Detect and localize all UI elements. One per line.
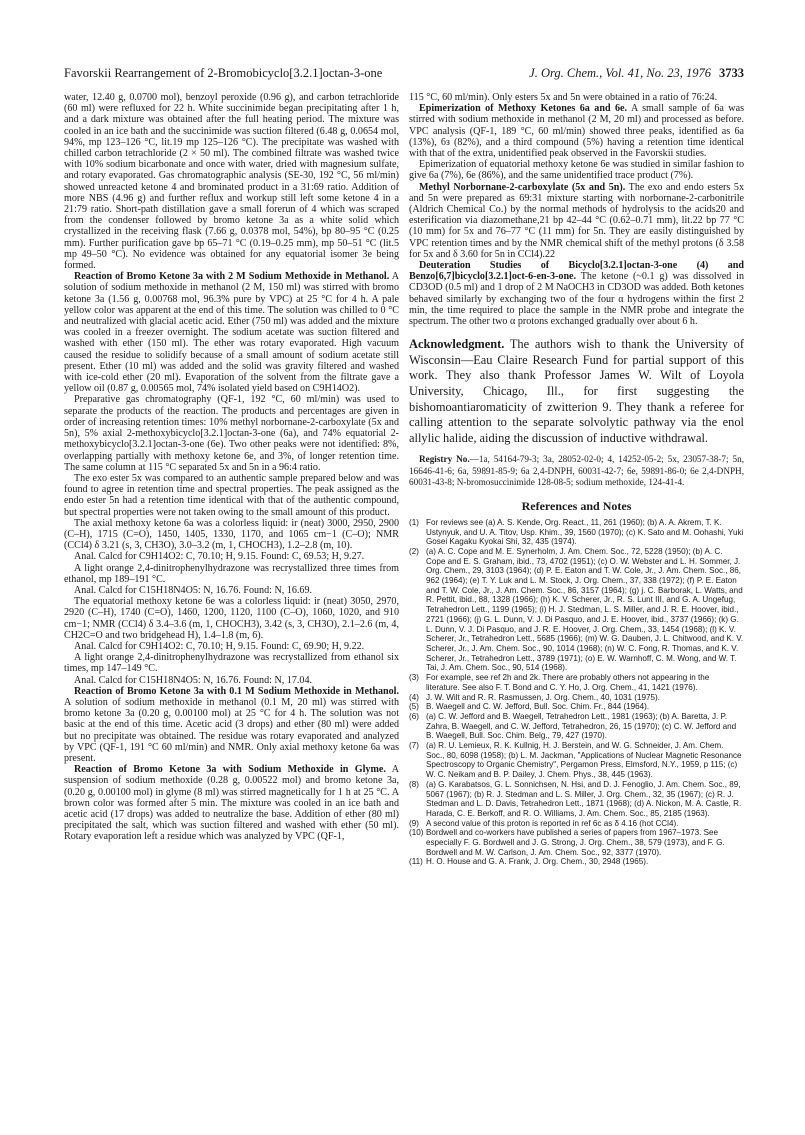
reference-text: H. O. House and G. A. Frank, J. Org. Chem., 30, 2948 (1965). [426,857,649,867]
reference-text: (a) A. C. Cope and M. E. Synerholm, J. Am. Chem. Soc., 72, 5228 (1950); (b) A. C. Cope and E. S. Graham, ibid., 73, 4702 (1951); (c) O. W. Webster and L. H. Sommer, J. Org. Chem., 29, 3103 (1964); (d) P. E. Eaton and T. W. Cole, Jr., J. Am. Chem. Soc., 86, 962 (1964); (e) T. Y. Luk and L. M. Stock, J. Org. Chem., 37, 338 (1972); (f) P. E. Eaton and T. W. Cole, Jr., J. Am. Chem. Soc., 86, 3157 (1964); (g) j. C. Barborak, L. Watts, and R. Pettit, ibid., 88, 1328 (1966); (h) K. V. Scherer, Jr., R. S. Lunt III, and G. A. Ungefug, Tetrahedron Lett., 1199 (1965); (i) H. J. Stedman, L. S. Miller, and J. R. E. Hoover, ibid., 2721 (1966); (j) G. L. Dunn, V. J. Di Pasquo, and J. E. Hoover, ibid., 3737 (1966); (k) G. L. Dunn, V. J. Di Pasquo, and J. R. E. Hoover, J. Org. Chem., 33, 1454 (1968); (l) K. V. Scherer, Jr., Tetrahedron Lett., 5685 (1966); (m) W. G. Dauben, J. L. Chitwood, and K. V. Scherer, Jr., J. Am. Chem. Soc., 90, 1014 (1968); (n) W. C. Fong, R. Thomas, and K. V. Scherer, Jr., Tetrahedron Lett., 3789 (1971); (o) E. W. Warnhoff, C. M. Wong, and W. T. Tai, J. Am. Chem. Soc., 90, 514 (1968). [426,546,744,673]
reference-text: B. Waegell and C. W. Jefford, Bull. Soc. Chim. Fr., 844 (1964). [426,702,650,712]
paragraph-text: Preparative gas chromatography (QF-1, 192 °C, 60 ml/min) was used to separate the products of the reaction. The products and percentages are given in order of increasing retention times: 10% methyl norbornane-2-carboxylate (5x and 5n), 5% axial 2-methoxybicyclo[3.2.1]octan-3-one (6a), and 74% equatorial 2-methoxybicyclo[3.2.1]octan-3-one (6e). Two other peaks were not identified: 8%, overlapping partially with methoxy ketone 6e, and 3%, of longer retention time. The same column at 115 °C separated 5x and 5n in a 96:4 ratio. [64,394,399,473]
acknowledgment [409,337,744,446]
paragraph-text: Anal. Calcd for C15H18N4O5: N, 16.76. Found: N, 16.69. [74,584,313,596]
body-paragraph [409,260,744,327]
header-article-title: Favorskii Rearrangement of 2-Bromobicyclo[3.2.1]octan-3-one [64,66,383,80]
header-journal-name: J. Org. Chem., Vol. 41, No. 23, 1976 [529,66,711,80]
reference-item [409,518,744,547]
reference-text: For reviews see (a) A. S. Kende, Org. React., 11, 261 (1960); (b) A. A. Akrem, T. K. Ustynyuk, and U. A. Titov, Usp. Khim., 39, 1560 (1970); (c) K. Sato and M. Oohashi, Yuki Gosei Kagaku Kyokai Shi, 32, 435 (1974). [426,517,744,547]
paragraph-text: The exo and endo esters 5x and 5n were prepared as 69:31 mixture starting with norbornane-2-carbonitrile (Aldrich Chemical Co.) by the normal methods of hydrolysis to the acids20 and esterification via diazomethane,21 bp 42–44 °C (0.62–0.71 mm), lit.22 bp 77 °C (10 mm) for 5x and 76–77 °C (11 mm) for 5n. They are easily distinguished by VPC retention times and by the NMR chemical shift of the methyl protons (δ 3.58 for 5x and δ 3.60 for 5n in CCl4).22 [409,181,744,260]
references-list [409,518,744,867]
paragraph-text: A small sample of 6a was stirred with sodium methoxide in methanol (2 M, 20 ml) and processed as before. VPC analysis (QF-1, 189 °C, 60 ml/min) showed three peaks, identified as 6a (13%), 6з (82%), and a third compound (5%) having a retention time identical with that of the extra, unidentified peak observed in the Favorskii studies. [409,103,744,160]
paragraph-text: The exo ester 5x was compared to an authentic sample prepared below and was found to agree in retention time and spectral properties. The peak assigned as the endo ester 5n had a retention time identical with that of the authentic compound, but spectral properties were not taken owing to the small amount of this product. [64,472,399,518]
paragraph-text: 115 °C, 60 ml/min). Only esters 5x and 5n were obtained in a ratio of 76:24. [409,92,718,103]
reference-text: A second value of this proton is reported in ref 6c as δ 4.16 (hot CCl4). [426,818,679,828]
registry-text: —1a, 54164-79-3; 3a, 28052-02-0; 4, 14252-05-2; 5x, 23057-38-7; 5n, 16646-41-6; 6a, 59891-85-9; 6a 2,4-DNPH, 60031-42-7; 6e, 59891-86-0; 6e 2,4-DNPH, 60031-43-8; N-bromosuccinimide 128-08-5; sodium methoxide, 124-41-4. [409,454,744,488]
acknowledgment-heading: Acknowledgment. [409,337,505,352]
references-heading: References and Notes [521,498,632,513]
body-paragraph [409,92,744,103]
body-paragraph [409,103,744,159]
body-paragraph [64,652,399,674]
section-heading: Reaction of Bromo Ketone 3a with 2 M Sodium Methoxide in Methanol. [74,271,390,283]
paragraph-text: The axial methoxy ketone 6a was a colorless liquid: ir (neat) 3000, 2950, 2900 (C–H), 1715 (C=O), 1450, 1405, 1330, 1170, and 1065 cm−1 (C–O); NMR (CCl4) δ 3.21 (s, 3, CH3O), 3.0–3.2 (m, 1, CHOCH3), 1.2–2.8 (m, 10). [64,517,399,552]
reference-number: (1) [409,517,419,527]
left-column [64,92,399,843]
paragraph-text: The equatorial methoxy ketone 6e was a colorless liquid: ir (neat) 3050, 2970, 2920 (C–H), 1740 (C=O), 1460, 1200, 1120, 1100 (C–O), 1060, 1020, and 910 cm−1; NMR (CCl4) δ 3.4–3.6 (m, 1, CHOCH3), 3.42 (s, 3, CH3O), 2.1–2.6 (m, 4, CH2C=O and two bridgehead H), 1.4–1.8 (m, 6). [64,596,399,641]
paragraph-text: Anal. Calcd for C9H14O2: C, 70.10; H, 9.15. Found: C, 69.53; H, 9.27. [74,551,365,563]
reference-item [409,819,744,829]
paragraph-text: Epimerization of equatorial methoxy ketone 6e was studied in similar fashion to give 6a (7%), 6e (86%), and the same unidentified trace product (7%). [409,159,744,182]
body-paragraph [64,675,399,686]
paragraph-text: Anal. Calcd for C15H18N4O5: N, 16.76. Found: N, 17.04. [74,674,313,686]
reference-number: (5) [409,702,419,712]
body-paragraph [64,92,399,271]
paragraph-text: A solution of sodium methoxide in methanol (0.1 M, 20 ml) was stirred with bromo ketone 3a (0.20 g, 0.00100 mol) at 25 °C for 4 h. The solution was not basic at the end of this time. Acetic acid (3 drops) and ether (80 ml) were added but no precipitate was obtained. The residue was rotary evaporated and analyzed by VPC (QF-1, 191 °C 60 ml/min) and NMR. Only axial methoxy ketone 6a was present. [64,696,399,764]
reference-item [409,693,744,703]
reference-text: For example, see ref 2h and 2k. There are probably others not appearing in the literature. See also F. T. Bond and C. Y. Ho, J. Org. Chem., 41, 1421 (1976). [426,673,710,692]
reference-text: (a) G. Karabatsos, G. L. Sonnichsen, N. Hsi, and D. J. Fenoglio, J. Am. Chem. Soc., 89, 5067 (1967); (b) R. J. Stedman and L. S. Miller, J. Org. Chem., 32, 35 (1967); (c) R. J. Stedman and L. D. Davis, Tetrahedron Lett., 1871 (1968); (d) A. Nickon, M. A. Castle, R. Harada, C. E. Berkoff, and R. O. Williams, J. Am. Chem. Soc., 85, 2185 (1963). [426,779,742,818]
reference-item [409,673,744,692]
reference-text: Bordwell and co-workers have published a series of papers from 1967–1973. See especially F. G. Bordwell and J. G. Strong, J. Org. Chem., 38, 579 (1973), and F. G. Bordwell and M. W. Carlson, J. Am. Chem. Soc., 92, 3377 (1970). [426,828,725,857]
body-paragraph [64,271,399,394]
section-heading: Reaction of Bromo Ketone 3a with 0.1 M Sodium Methoxide in Methanol. [74,685,399,697]
body-paragraph [64,563,399,585]
body-paragraph [409,159,744,181]
paragraph-text: Anal. Calcd for C9H14O2: C, 70.10; H, 9.15. Found: C, 69.90; H, 9.22. [74,640,365,652]
reference-item [409,547,744,673]
reference-number: (7) [409,741,419,751]
section-heading: Epimerization of Methoxy Ketones 6a and 6e. [419,103,628,115]
reference-number: (8) [409,779,419,789]
reference-text: (a) R. U. Lemieux, R. K. Kullnig, H. J. Berstein, and W. G. Schneider, J. Am. Chem. Soc., 80, 6098 (1958); (b) L. M. Jackman, "Applications of Nuclear Magnetic Resonance Spectroscopy to Organic Chemistry", Pergamon Press, Elmsford, N.Y., 1959, p 115; (c) W. C. Neikam and B. P. Dailey, J. Chem. Phys., 38, 445 (1963). [426,741,742,780]
registry-numbers [409,454,744,488]
reference-number: (2) [409,546,419,556]
reference-text: (a) C. W. Jefford and B. Waegell, Tetrahedron Lett., 1981 (1963); (b) A. Baretta, J. P. Zahra, B. Waegell, and C. W. Jefford, Tetrahedron, 26, 15 (1970); (c) C. W. Jefford and B. Waegell, Bull. Soc. Chim. Belg., 79, 427 (1970). [426,711,737,741]
right-column-body [409,92,744,327]
section-heading: Reaction of Bromo Ketone 3a with Sodium Methoxide in Glyme. [74,764,386,776]
reference-item [409,828,744,857]
header-journal-citation [529,66,744,81]
paragraph-text: A solution of sodium methoxide in methanol (2 M, 150 ml) was stirred with bromo ketone 3a (1.56 g, 0.00768 mol, 96.3% pure by VPC) at 25 °C for 4 h. A pale yellow color was apparent at the end of this time. The solution was chilled to 0 °C and neutralized with glacial acetic acid. Ether (750 ml) was added and the mixture was cooled in a freezer overnight. The sodium acetate was suction filtered and washed with ether (150 ml). The ether was rotary evaporated. High vacuum caused the residue to solidify because of a small amount of sodium acetate still present. Ether (10 ml) was added and the solid was gravity filtered and washed with ice-cold ether (20 ml). Evaporation of the solvent from the filtrate gave a yellow oil (0.87 g, 0.00565 mol, 74% isolated yield based on C9H14O2). [64,271,399,395]
body-paragraph [64,764,399,842]
body-paragraph [64,686,399,764]
paragraph-text: The ketone (~0.1 g) was dissolved in CD3OD (0.5 ml) and 1 drop of 2 M NaOCH3 in CD3OD was added. Both ketones behaved similarly by exchanging two of the four α hydrogens within the first 2 min, the time required to place the sample in the NMR probe and integrate the spectrum. The other two α protons exchanged gradually over about 6 h. [409,271,744,328]
body-paragraph [64,518,399,552]
reference-number: (6) [409,711,419,721]
running-header [64,66,744,82]
body-paragraph [409,182,744,260]
section-heading: Methyl Norbornane-2-carboxylate (5x and 5n). [419,181,626,193]
body-paragraph [64,585,399,596]
reference-item [409,712,744,741]
page-number: 3733 [719,66,744,80]
reference-item [409,741,744,780]
registry-heading: Registry No. [419,454,470,465]
reference-number: (10) [409,828,424,838]
paragraph-text: A light orange 2,4-dinitrophenylhydrazone was recrystallized three times from ethanol, mp 189–191 °C. [64,562,399,585]
reference-number: (3) [409,673,419,683]
reference-item [409,780,744,819]
reference-number: (9) [409,818,419,828]
reference-item [409,702,744,712]
reference-number: (4) [409,692,419,702]
paragraph-text: water, 12.40 g, 0.0700 mol), benzoyl peroxide (0.96 g), and carbon tetrachloride (60 ml) were refluxed for 22 h. White succinimide began precipitating after 1 h, and a dark mixture was obtained after the full heating period. The mixture was cooled in an ice bath and the succinimide was suction filtered (6.48 g, 0.0654 mol, 94%, mp 123–126 °C, lit.19 mp 125–126 °C). The precipitate was washed with chilled carbon tetrachloride (2 × 50 ml). The combined filtrate was washed twice with 10% sodium bicarbonate and once with water, dried with magnesium sulfate, and rotary evaporated. Gas chromatographic analysis (SE-30, 192 °C, 56 ml/min) showed unreacted ketone 4 and brominated product in a 31:69 ratio. Addition of more NBS (4.96 g) and further reflux and workup still left some ketone 4 in a 21:79 ratio. Short-path distillation gave a small forerun of 4 which was scraped from the condenser followed by bromo ketone 3a as a white solid which crystallized in the receiving flask (7.66 g, 0.0378 mol, 54%), bp 80–95 °C (0.25 mm). Further purification gave bp 65–71 °C (0.19–0.25 mm), mp 50–51 °C (lit.5 mp 49–50 °C). No evidence was obtained for any equatorial isomer 3e being formed. [64,92,399,272]
body-paragraph [64,473,399,518]
body-paragraph [64,596,399,641]
body-paragraph [64,641,399,652]
reference-number: (11) [409,857,423,867]
section-heading: Deuteration Studies of Bicyclo[3.2.1]octan-3-one (4) and Benzo[6,7]bicyclo[3.2.1]oct-6-en-3-one. [409,260,744,283]
reference-item [409,857,744,867]
body-paragraph [64,551,399,562]
body-paragraph [64,394,399,472]
acknowledgment-text: The authors wish to thank the University of Wisconsin—Eau Claire Research Fund for partial support of this work. They also thank Professor James W. Wilt of Loyola University, Chicago, Ill., for first suggesting the bishomoantiaromaticity of zwitterion 9. They thank a referee for calling attention to the separate solvolytic pathway via the enol allylic halide, aiding the discussion of inductive withdrawal. [409,337,744,445]
right-column [409,92,744,867]
paragraph-text: A suspension of sodium methoxide (0.28 g, 0.00522 mol) and bromo ketone 3a, (0.20 g, 0.00100 mol) in glyme (8 ml) was stirred magnetically for 1 h at 25 °C. A brown color was formed after 5 min. The mixture was cooled in an ice bath and acetic acid (17 drops) was added to neutralize the base. Addition of ether (80 ml) precipitated the salt, which was suction filtered and washed with ether (50 ml). Rotary evaporation left a residue which was analyzed by VPC (QF-1, [64,764,399,843]
reference-text: J. W. Wilt and R. R. Rasmussen, J. Org. Chem., 40, 1031 (1975). [426,692,660,702]
paragraph-text: A light orange 2,4-dinitrophenylhydrazone was recrystallized from ethanol six times, mp 147–149 °C. [64,652,399,675]
